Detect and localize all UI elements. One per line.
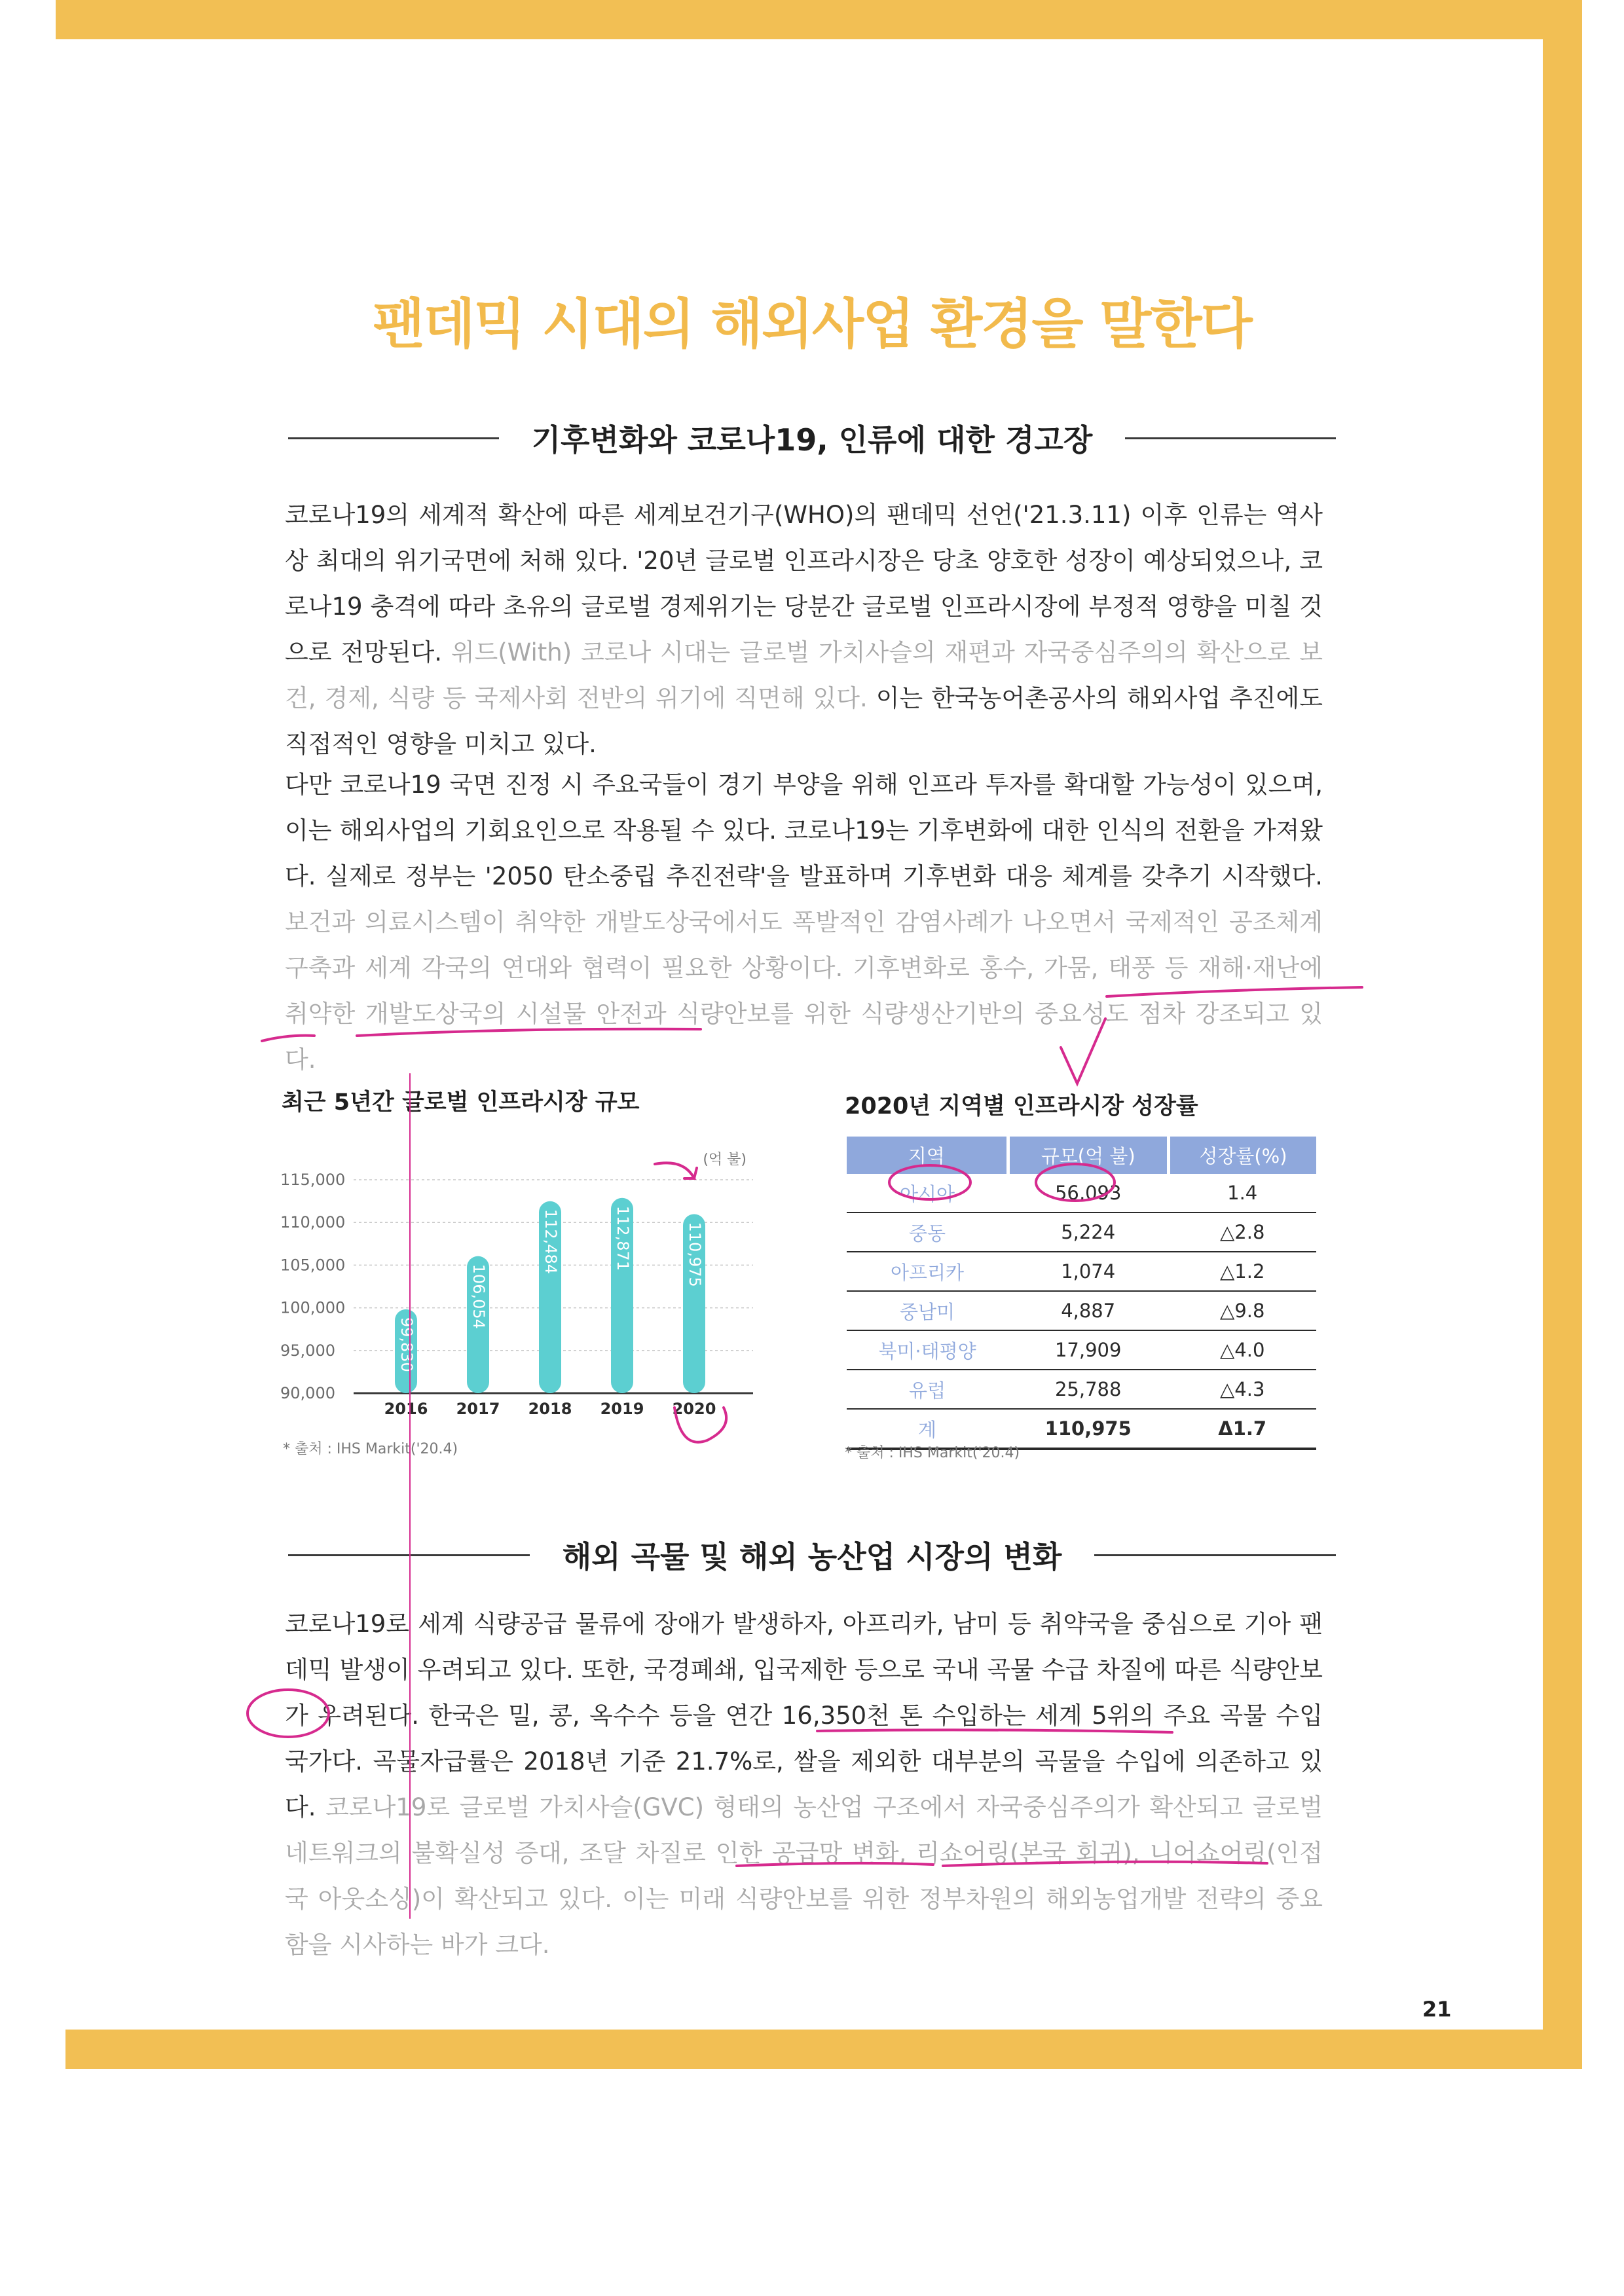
region-cell: 아시아 (847, 1174, 1008, 1212)
table-row (847, 1252, 1316, 1291)
frame-top-band (56, 0, 1581, 39)
header-region: 지역 (847, 1137, 1008, 1174)
para1-dark-text-1: 코로나19의 세계적 확산에 따른 세계보건기구(WHO)의 팬데믹 선언('21.3.11) 이후 인류는 역사상 최대의 위기국면에 처해 있다. '20년 글로벌 인프라시장은 당초 양호한 성장이 예상되었으나, 코로나19 충격에 따라 초유의 글로벌 경제위기는 당분간 글로벌 인프라시장에 부정적 영향을 미칠 것으로 전망된다. (285, 501, 1323, 666)
table-header-row (847, 1137, 1316, 1174)
table-row (847, 1174, 1316, 1212)
region-cell: 아프리카 (847, 1252, 1008, 1291)
size-cell: 5,224 (1008, 1212, 1168, 1252)
bar-value-label: 110,975 (686, 1222, 704, 1287)
x-tick-label: 2020 (672, 1400, 716, 1418)
y-tick-label: 90,000 (280, 1384, 335, 1402)
section2-paragraph (285, 1601, 1323, 1968)
size-cell: 56,093 (1008, 1174, 1168, 1212)
bar-chart-title: 최근 5년간 글로벌 인프라시장 규모 (282, 1089, 640, 1116)
total-size-cell: 110,975 (1008, 1409, 1168, 1449)
bar-value-label: 106,054 (470, 1264, 488, 1329)
heading-rule-left (288, 1554, 530, 1556)
section1-paragraph2 (285, 762, 1323, 1083)
header-size: 규모(억 불) (1008, 1137, 1168, 1174)
bar-value-label: 112,484 (542, 1209, 560, 1275)
bar-chart (275, 1113, 773, 1427)
bar-chart-source: * 출처 : IHS Markit('20.4) (283, 1441, 458, 1457)
section2-dark-text: 코로나19로 세계 식량공급 물류에 장애가 발생하자, 아프리카, 남미 등 취약국을 중심으로 기아 팬데믹 발생이 우려되고 있다. 또한, 국경폐쇄, 입국제한 등으로 국내 곡물 수급 차질에 따른 식량안보가 우려된다. 한국은 밀, 콩, 옥수수 등을 연간 16,350천 톤 수입하는 세계 5위의 주요 곡물 수입 국가다. 곡물자급률은 2018년 기준 21.7%로, 쌀을 제외한 대부분의 곡물을 수입에 의존하고 있다. (285, 1610, 1323, 1821)
region-cell: 중동 (847, 1212, 1008, 1252)
section1-heading (288, 416, 1336, 460)
para1-grey-text: 위드(With) 코로나 시대는 글로벌 가치사슬의 재편과 자국중심주의의 확산으로 보건, 경제, 식량 등 국제사회 전반의 위기에 직면해 있다. (285, 638, 1323, 712)
size-cell: 4,887 (1008, 1291, 1168, 1330)
y-tick-label: 115,000 (280, 1171, 346, 1189)
x-tick-label: 2016 (384, 1400, 428, 1418)
growth-cell: △4.0 (1168, 1330, 1316, 1370)
region-cell: 북미·태평양 (847, 1330, 1008, 1370)
growth-cell: △1.2 (1168, 1252, 1316, 1291)
total-label-cell: 계 (847, 1409, 1008, 1449)
infra-growth-table (847, 1137, 1316, 1450)
bar-value-label: 112,871 (614, 1205, 632, 1271)
size-cell: 25,788 (1008, 1370, 1168, 1409)
table-title: 2020년 지역별 인프라시장 성장률 (845, 1093, 1198, 1120)
header-growth: 성장률(%) (1168, 1137, 1316, 1174)
heading-rule-right (1094, 1554, 1336, 1556)
para1-dark-text-2: 이는 한국농어촌공사의 해외사업 추진에도 직접적인 영향을 미치고 있다. (285, 684, 1323, 758)
region-cell: 유럽 (847, 1370, 1008, 1409)
frame-bottom-band (65, 2030, 1582, 2069)
region-cell: 중남미 (847, 1291, 1008, 1330)
page-number: 21 (1422, 1997, 1452, 2022)
x-tick-label: 2018 (528, 1400, 572, 1418)
table-row (847, 1330, 1316, 1370)
size-cell: 1,074 (1008, 1252, 1168, 1291)
growth-cell: △2.8 (1168, 1212, 1316, 1252)
section2-heading-text: 해외 곡물 및 해외 농산업 시장의 변화 (562, 1539, 1062, 1575)
section2-grey-text: 코로나19로 글로벌 가치사슬(GVC) 형태의 농산업 구조에서 자국중심주의가 확산되고 글로벌 네트워크의 불확실성 증대, 조달 차질로 인한 공급망 변화, 리쇼어링(본국 회귀), 니어쇼어링(인접국 아웃소싱)이 확산되고 있다. 이는 미래 식량안보를 위한 정부차원의 해외농업개발 전략의 중요함을 시사하는 바가 크다. (285, 1793, 1323, 1959)
page-title: 팬데믹 시대의 해외사업 환경을 말한다 (373, 293, 1251, 355)
total-growth-cell: Δ1.7 (1168, 1409, 1316, 1449)
para2-grey-text: 보건과 의료시스템이 취약한 개발도상국에서도 폭발적인 감염사례가 나오면서 국제적인 공조체계 구축과 세계 각국의 연대와 협력이 필요한 상황이다. 기후변화로 홍수, 가뭄, 태풍 등 재해·재난에 취약한 개발도상국의 시설물 안전과 식량안보를 위한 식량생산기반의 중요성도 점차 강조되고 있다. (285, 908, 1323, 1074)
section1-paragraph1 (285, 492, 1323, 767)
section2-heading (288, 1533, 1336, 1576)
y-tick-label: 105,000 (280, 1256, 346, 1275)
table-source: * 출처 : IHS Markit('20.4) (845, 1445, 1020, 1461)
y-tick-label: 100,000 (280, 1298, 346, 1317)
y-tick-label: 110,000 (280, 1213, 346, 1232)
heading-rule-right (1125, 437, 1336, 439)
growth-cell: △9.8 (1168, 1291, 1316, 1330)
para2-dark-text: 다만 코로나19 국면 진정 시 주요국들이 경기 부양을 위해 인프라 투자를 확대할 가능성이 있으며, 이는 해외사업의 기회요인으로 작용될 수 있다. 코로나19는 기후변화에 대한 인식의 전환을 가져왔다. 실제로 정부는 '2050 탄소중립 추진전략'을 발표하며 기후변화 대응 체계를 갖추기 시작했다. (285, 771, 1323, 890)
size-cell: 17,909 (1008, 1330, 1168, 1370)
chart-unit-label: (억 불) (703, 1152, 747, 1168)
growth-cell: △4.3 (1168, 1370, 1316, 1409)
table-row (847, 1370, 1316, 1409)
table-row (847, 1291, 1316, 1330)
bar-value-label: 99,830 (397, 1317, 416, 1372)
section1-heading-text: 기후변화와 코로나19, 인류에 대한 경고장 (531, 422, 1093, 458)
table-row (847, 1212, 1316, 1252)
heading-rule-left (288, 437, 499, 439)
x-tick-label: 2017 (456, 1400, 500, 1418)
y-tick-label: 95,000 (280, 1341, 335, 1360)
growth-cell: 1.4 (1168, 1174, 1316, 1212)
x-tick-label: 2019 (600, 1400, 644, 1418)
